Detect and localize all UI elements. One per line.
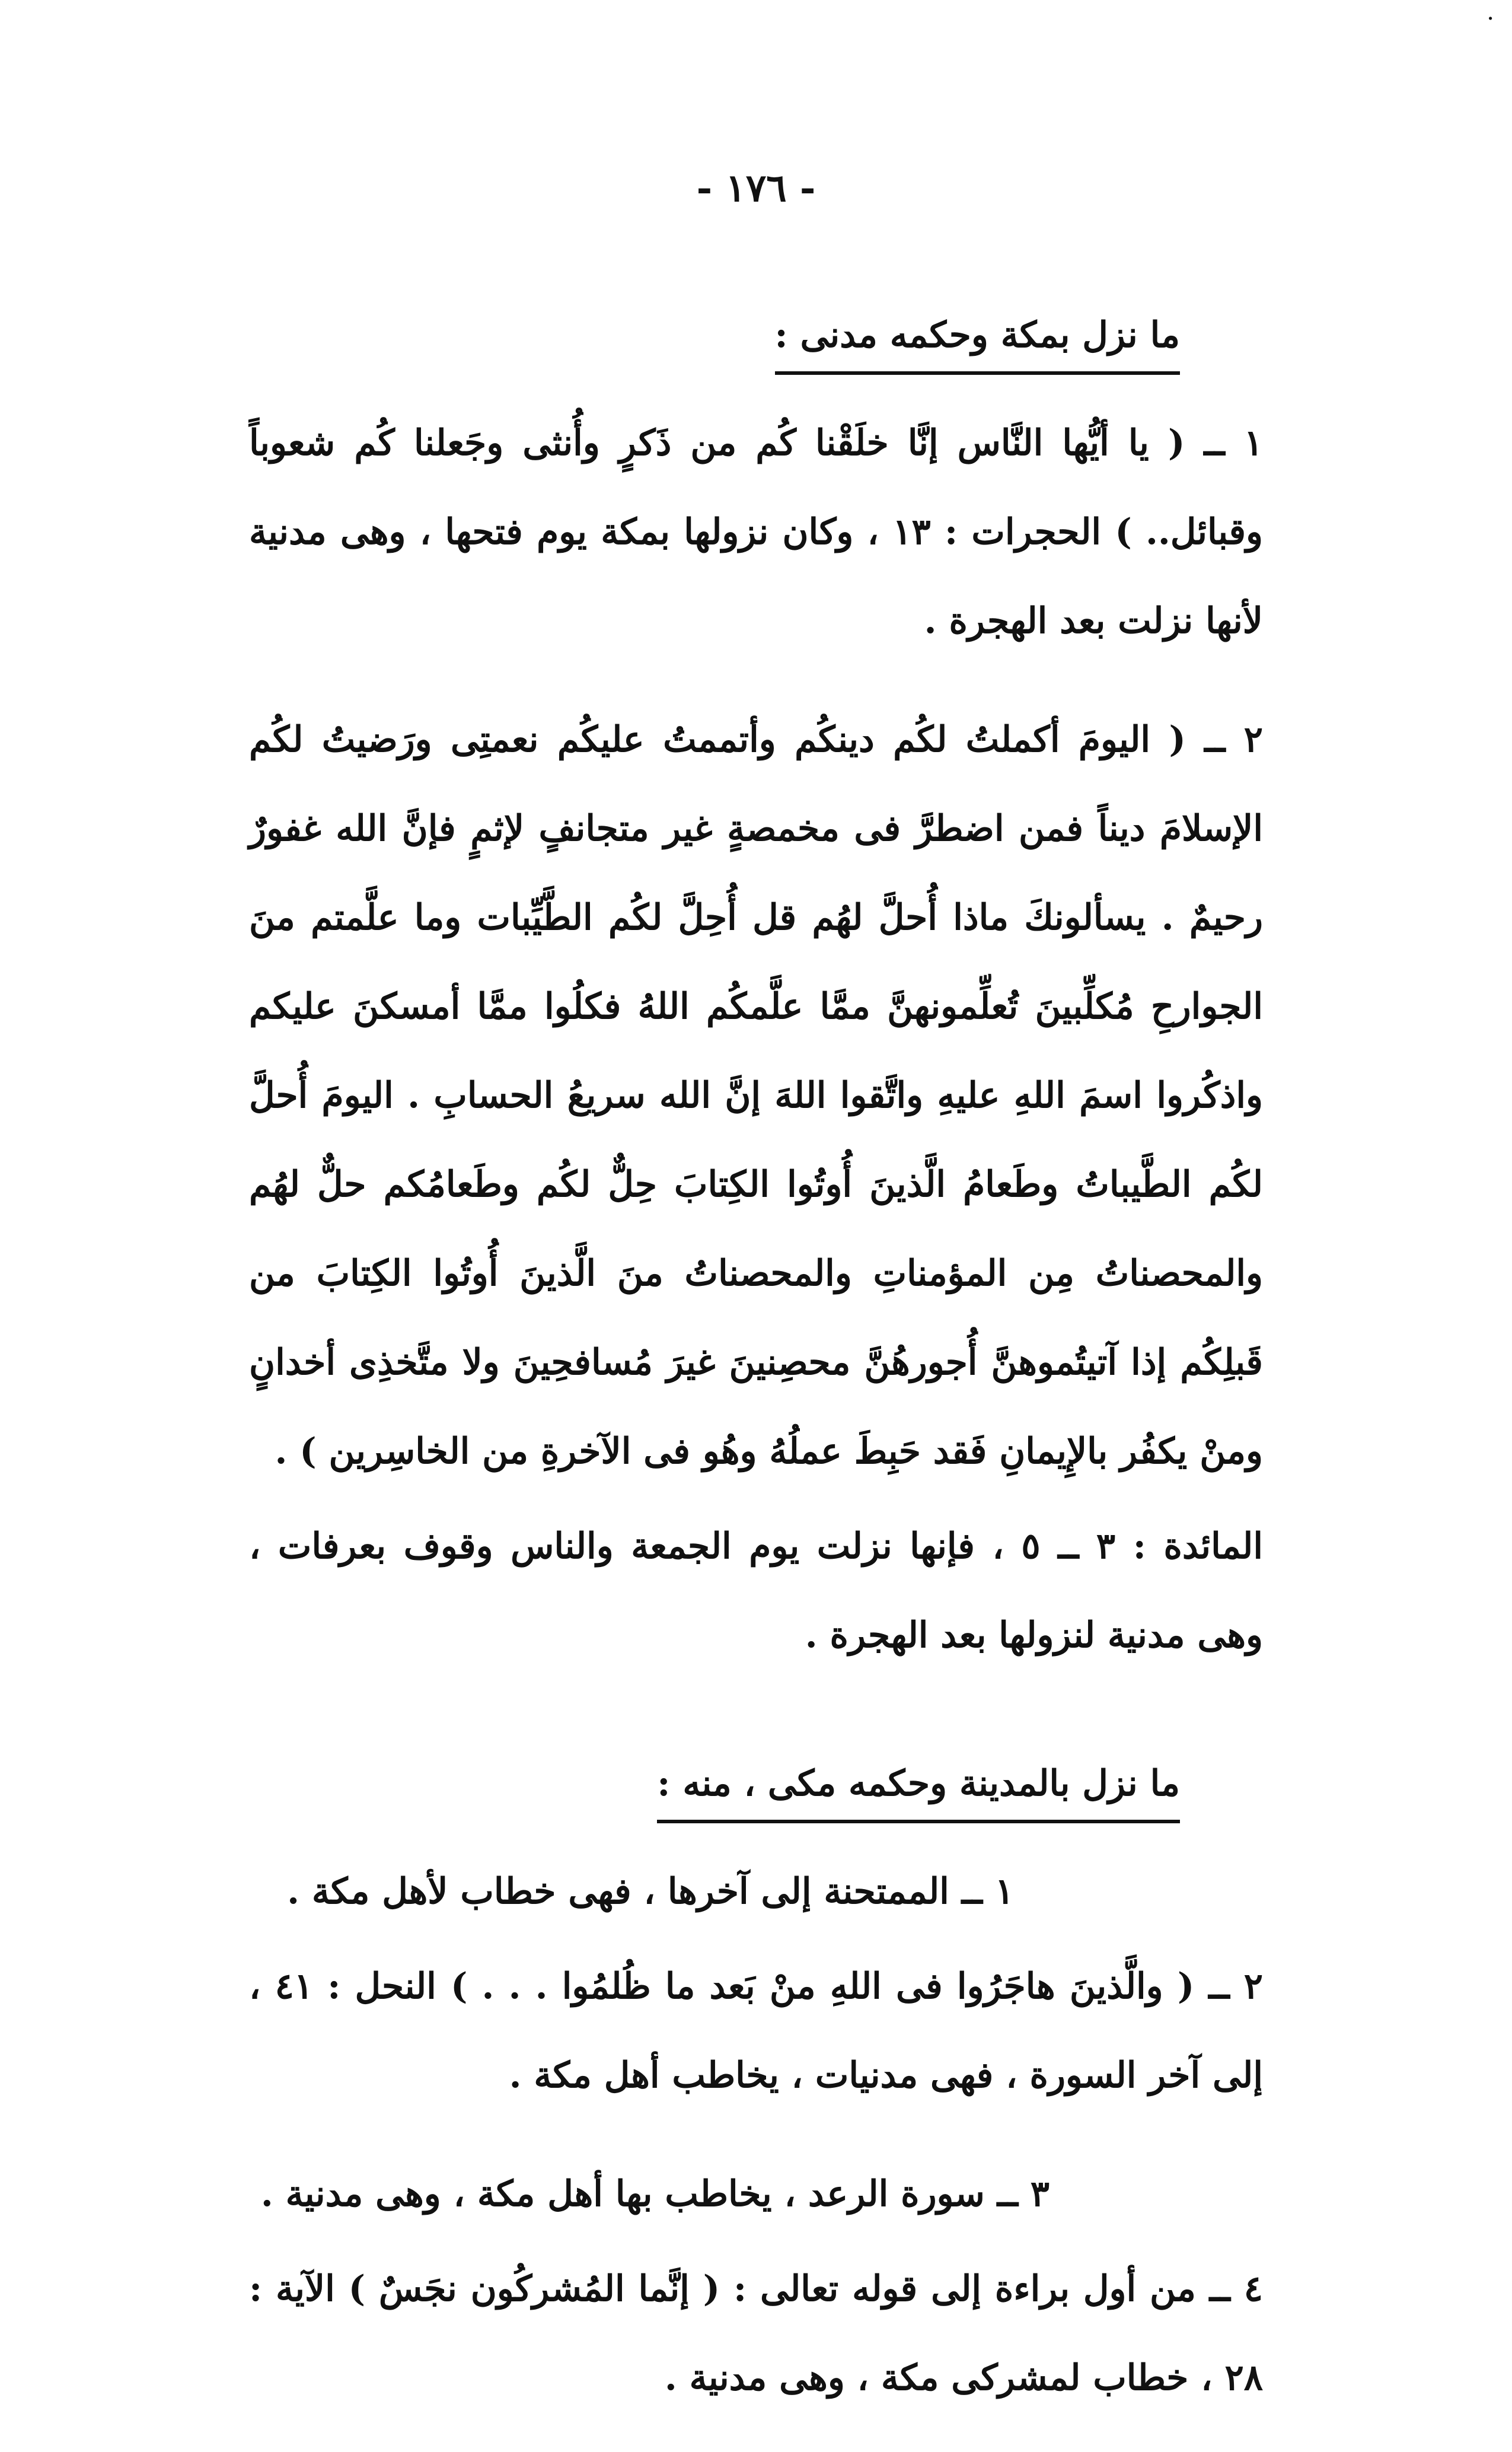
section-2-heading: ما نزل بالمدينة وحكمه مكى ، منه : xyxy=(657,1751,1180,1823)
section-1-item-2: ٢ ــ ( اليومَ أكملتُ لكُم دينكُم وأتممتُ عليكُم نعمتِى ورَضيتُ لكُم الإسلامَ ديناً فمن اضطرَّ فى مخمصةٍ غير متجانفٍ لإثمٍ فإنَّ الله غفورٌ رحيمٌ . يسألونكَ ماذا أُحلَّ لهُم قل أُحِلَّ لكُم الطَّيِّبات وما علَّمتم منَ الجوارحِ مُكلِّبينَ تُعلِّمونهنَّ ممَّا علَّمكُم اللهُ فكلُوا ممَّا أمسكنَ عليكم واذكُروا اسمَ اللهِ عليهِ واتَّقوا اللهَ إنَّ الله سريعُ الحسابِ . اليومَ أُحلَّ لكُم الطَّيباتُ وطَعامُ الَّذينَ أُوتُوا الكِتابَ حِلٌّ لكُم وطَعامُكم حلٌّ لهُم والمحصناتُ مِن المؤمناتِ والمحصناتُ منَ الَّذينَ أُوتُوا الكِتابَ من قَبلِكُم إذا آتيتُموهنَّ أُجورهُنَّ محصِنينَ غيرَ مُسافحِينَ ولا متَّخذِى أخدانٍ ومنْ يكفُر بالإِيمانِ فَقد حَبِطَ عملُهُ وهُو فى الآخرةِ من الخاسِرين ) . xyxy=(249,719,1263,1472)
corner-mark: . xyxy=(1487,0,1494,26)
page-number: - ١٧٦ - xyxy=(696,166,816,211)
section-2-item-1: ١ ــ الممتحنة إلى آخرها ، فهى خطاب لأهل مكة . xyxy=(287,1871,1014,1912)
section-1-note: المائدة : ٣ ــ ٥ ، فإنها نزلت يوم الجمعة والناس وقوف بعرفات ، وهى مدنية لنزولها بعد الهجرة . xyxy=(249,1526,1263,1656)
section-2-heading-wrap xyxy=(249,1739,1263,1847)
section-1-heading: ما نزل بمكة وحكمه مدنى : xyxy=(775,302,1181,375)
section-1-item-1: ١ ــ ( يا أيُّها النَّاس إنَّا خلَقْنا كُم من ذَكرٍ وأُنثى وجَعلنا كُم شعوباً وقبائل.. ) الحجرات : ١٣ ، وكان نزولها بمكة يوم فتحها ، وهى مدنية لأنها نزلت بعد الهجرة . xyxy=(249,422,1263,642)
section-2-item-4: ٤ ــ من أول براءة إلى قوله تعالى : ( إنَّما المُشركُون نجَسٌ ) الآية : ٢٨ ، خطاب لمشركى مكة ، وهى مدنية . xyxy=(249,2268,1263,2399)
section-2-item-2: ٢ ــ ( والَّذينَ هاجَرُوا فى اللهِ منْ بَعد ما ظُلمُوا . . . ) النحل : ٤١ ، إلى آخر السورة ، فهى مدنيات ، يخاطب أهل مكة . xyxy=(249,1966,1263,2096)
page-body xyxy=(249,279,1263,2452)
section-2-item-3: ٣ ــ سورة الرعد ، يخاطب بها أهل مكة ، وهى مدنية . xyxy=(260,2173,1050,2215)
section-1-heading-wrap xyxy=(249,291,1263,399)
